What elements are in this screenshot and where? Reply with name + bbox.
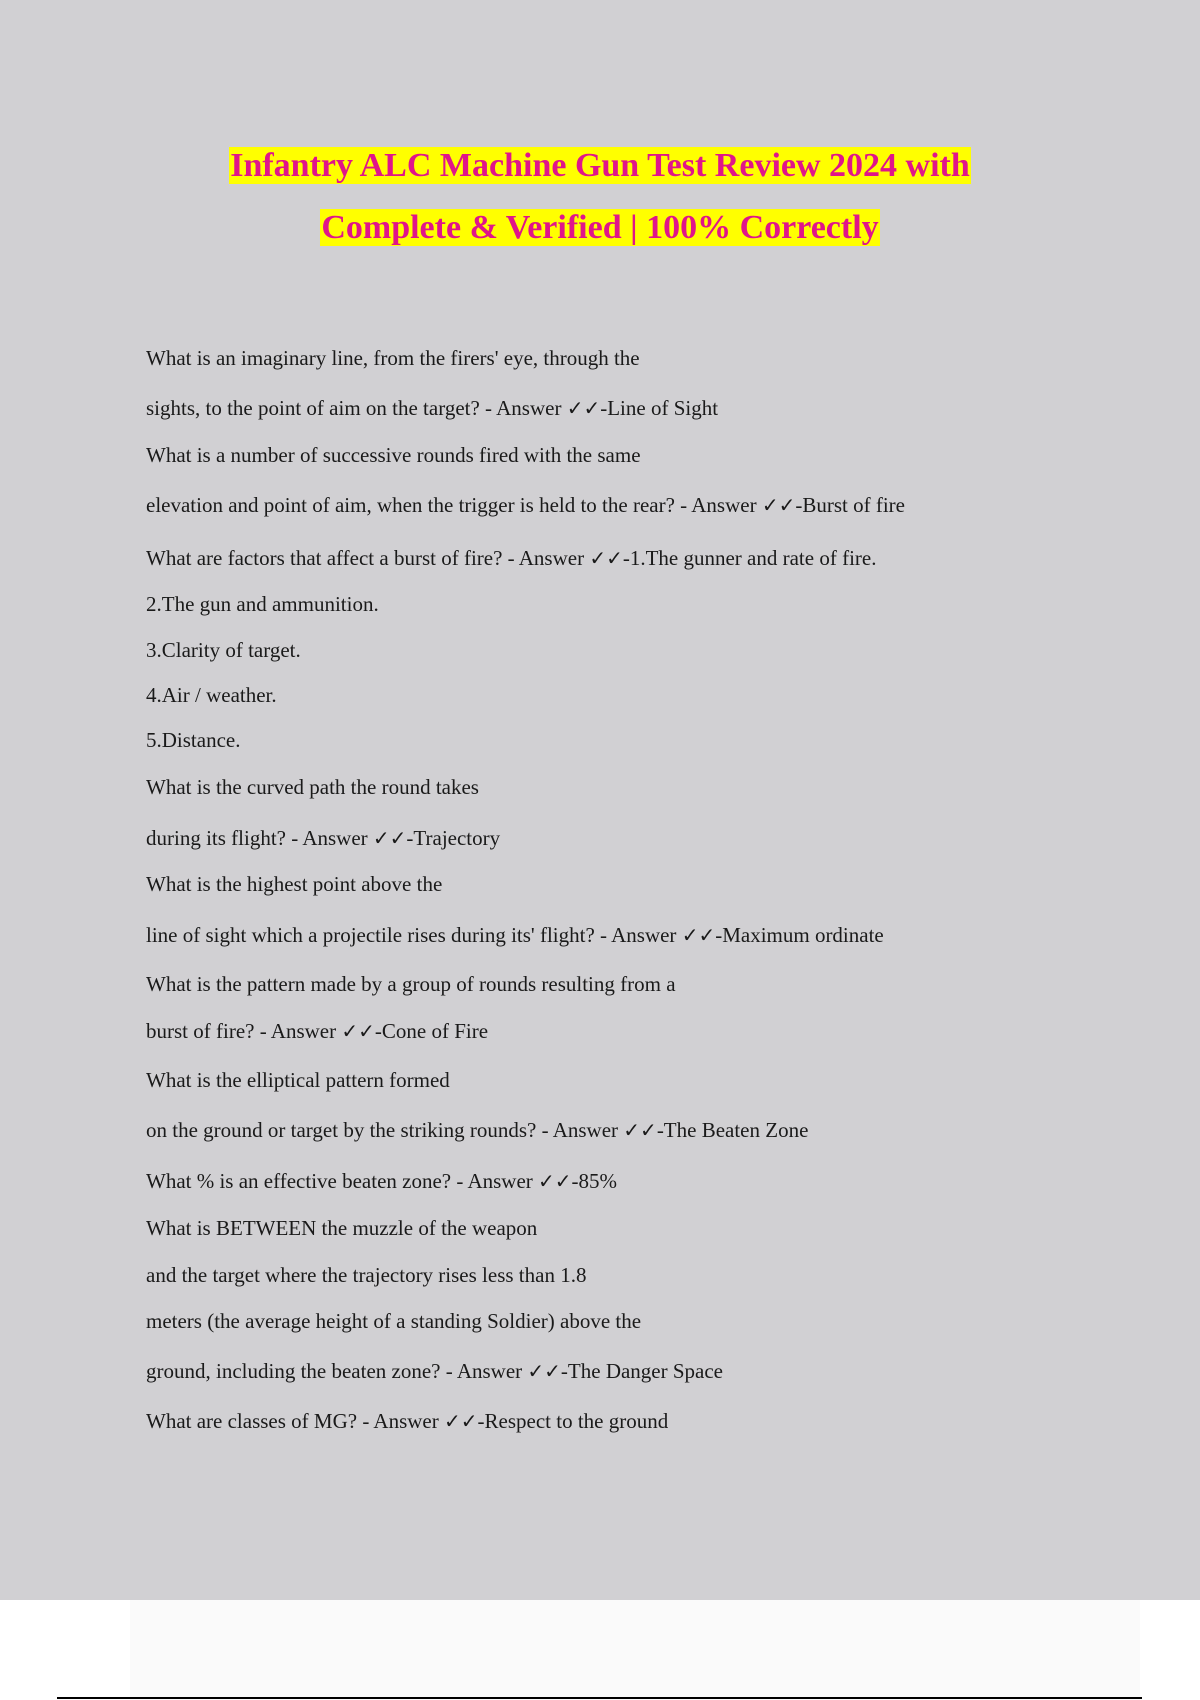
answer-label: Answer <box>518 546 590 570</box>
line-text: during its flight? - <box>146 826 303 850</box>
line-text: What is the highest point above the <box>146 872 443 896</box>
question-answer-line <box>146 1018 488 1044</box>
line-text: 4.Air / weather. <box>146 683 277 707</box>
double-check-icon: ✓✓ <box>589 546 623 570</box>
answer-label: Answer <box>456 1359 528 1383</box>
line-text: line of sight which a projectile rises during its' flight? - <box>146 923 612 947</box>
double-check-icon: ✓✓ <box>372 826 407 850</box>
double-check-icon: ✓✓ <box>538 1169 572 1193</box>
answer-label: Answer <box>552 1118 624 1142</box>
title-highlight: Infantry ALC Machine Gun Test Review 2024 with <box>230 147 970 184</box>
text-line <box>146 774 479 800</box>
answer-text: -85% <box>571 1169 618 1193</box>
page-gap <box>0 1600 1200 1700</box>
question-answer-line <box>146 492 905 518</box>
double-check-icon: ✓✓ <box>681 923 716 947</box>
line-text: What is the curved path the round takes <box>146 775 479 799</box>
answer-text: -Trajectory <box>406 826 501 850</box>
page-divider <box>57 1697 1142 1699</box>
double-check-icon: ✓✓ <box>623 1118 657 1142</box>
line-text: 3.Clarity of target. <box>146 638 301 662</box>
line-text: What is an imaginary line, from the firers' eye, through the <box>146 346 640 370</box>
line-text: What is the elliptical pattern formed <box>146 1068 450 1092</box>
answer-text: -Maximum ordinate <box>715 923 884 947</box>
text-line <box>146 1215 537 1241</box>
line-text: burst of fire? - <box>146 1019 271 1043</box>
double-check-icon: ✓✓ <box>527 1359 561 1383</box>
question-answer-line <box>146 1168 617 1194</box>
double-check-icon: ✓✓ <box>761 493 796 517</box>
question-answer-line <box>146 922 884 948</box>
document-title-line-1 <box>0 144 1200 188</box>
next-page-preview <box>130 1600 1140 1700</box>
answer-label: Answer <box>270 1019 342 1043</box>
answer-text: -Line of Sight <box>600 396 719 420</box>
text-line <box>146 727 240 753</box>
line-text: What are classes of MG? - <box>146 1409 374 1433</box>
line-text: 2.The gun and ammunition. <box>146 592 379 616</box>
text-line <box>146 971 676 997</box>
text-line <box>146 637 301 663</box>
line-text: What are factors that affect a burst of fire? - <box>146 546 519 570</box>
title-highlight: Complete & Verified | 100% Correctly <box>321 209 879 246</box>
line-text: What is a number of successive rounds fired with the same <box>146 443 641 467</box>
line-text: What is the pattern made by a group of rounds resulting from a <box>146 972 676 996</box>
text-line <box>146 1067 450 1093</box>
answer-label: Answer <box>373 1409 444 1433</box>
text-line <box>146 1262 586 1288</box>
text-line <box>146 871 442 897</box>
line-text: What % is an effective beaten zone? - <box>146 1169 468 1193</box>
answer-text: -The Beaten Zone <box>656 1118 809 1142</box>
line-text: and the target where the trajectory rises less than 1.8 <box>146 1263 587 1287</box>
document-title-line-2 <box>0 206 1200 250</box>
answer-label: Answer <box>496 396 567 420</box>
question-answer-line <box>146 1408 668 1434</box>
double-check-icon: ✓✓ <box>444 1409 478 1433</box>
answer-text: -Burst of fire <box>795 493 905 517</box>
text-line <box>146 442 641 468</box>
line-text: What is BETWEEN the muzzle of the weapon <box>146 1216 538 1240</box>
text-line <box>146 682 277 708</box>
line-text: meters (the average height of a standing Soldier) above the <box>146 1309 642 1333</box>
question-answer-line <box>146 545 876 571</box>
question-answer-line <box>146 395 718 421</box>
question-answer-line <box>146 1117 808 1143</box>
line-text: on the ground or target by the striking rounds? - <box>146 1118 553 1142</box>
line-text: elevation and point of aim, when the trigger is held to the rear? - <box>146 493 692 517</box>
line-text: sights, to the point of aim on the target? - <box>146 396 497 420</box>
double-check-icon: ✓✓ <box>341 1019 375 1043</box>
text-line <box>146 591 379 617</box>
answer-label: Answer <box>467 1169 539 1193</box>
answer-text: -1.The gunner and rate of fire. <box>622 546 877 570</box>
answer-label: Answer <box>302 826 373 850</box>
answer-label: Answer <box>611 923 682 947</box>
answer-text: -The Danger Space <box>560 1359 724 1383</box>
double-check-icon: ✓✓ <box>566 396 601 420</box>
answer-text: -Cone of Fire <box>374 1019 489 1043</box>
text-line <box>146 345 640 371</box>
line-text: 5.Distance. <box>146 728 241 752</box>
question-answer-line <box>146 1358 723 1384</box>
text-line <box>146 1308 641 1334</box>
line-text: ground, including the beaten zone? - <box>146 1359 457 1383</box>
answer-label: Answer <box>691 493 762 517</box>
question-answer-line <box>146 825 500 851</box>
answer-text: -Respect to the ground <box>477 1409 669 1433</box>
